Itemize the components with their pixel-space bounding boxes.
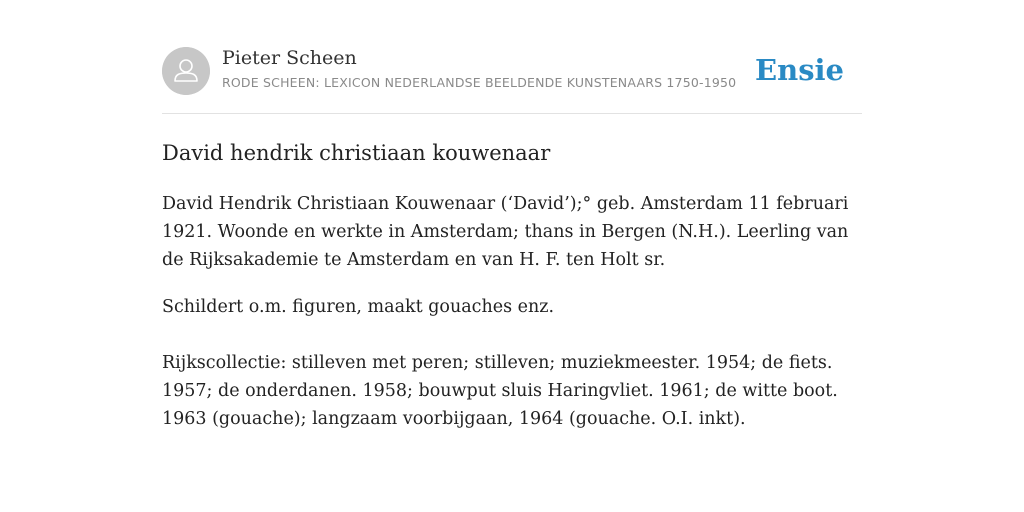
user-avatar-icon[interactable] <box>162 47 210 95</box>
paragraph-biography: David Hendrik Christiaan Kouwenaar (‘David’);° geb. Amsterdam 11 februari 1921. Woonde en werkte in Amsterdam; thans in Bergen (N.H.). Leerling van de Rijksakademie te Amsterdam en van H. F. ten Holt sr. <box>162 194 849 270</box>
article-title: David hendrik christiaan kouwenaar <box>162 141 551 165</box>
paragraph-collection: Rijkscollectie: stilleven met peren; stilleven; muziekmeester. 1954; de fiets. 1957; de onderdanen. 1958; bouwput sluis Haringvliet. 1961; de witte boot. 1963 (gouache); langzaam voorbijgaan, 1964 (gouache. O.I. inkt). <box>162 353 838 429</box>
author-name[interactable]: Pieter Scheen <box>222 47 357 69</box>
author-header <box>162 46 862 114</box>
avatar-figure <box>162 47 210 95</box>
source-title[interactable]: RODE SCHEEN: LEXICON NEDERLANDSE BEELDENDE KUNSTENAARS 1750-1950 <box>222 75 737 90</box>
paragraph-work: Schildert o.m. figuren, maakt gouaches enz. <box>162 297 555 317</box>
brand-logo[interactable]: Ensie <box>755 53 844 87</box>
article-body <box>162 190 864 433</box>
